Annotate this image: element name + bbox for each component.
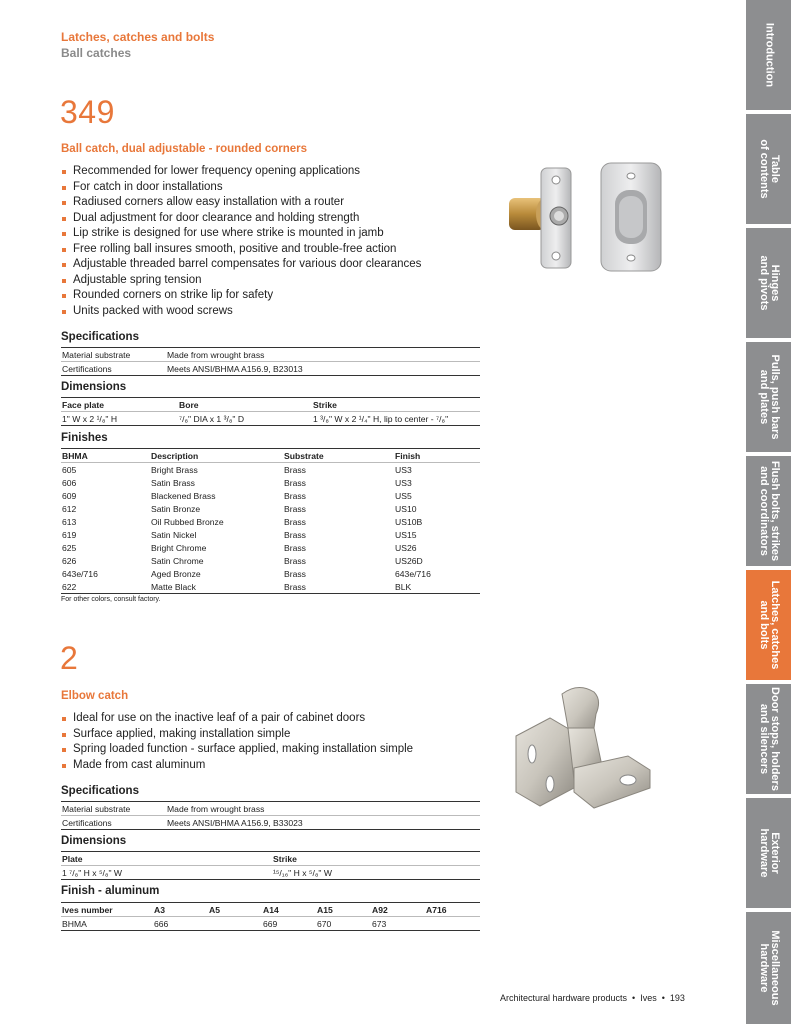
table-row [61,528,480,541]
substrate-cell: Brass [284,555,306,566]
table-cell: 670 [316,917,371,931]
bhma-cell: 625 [62,542,77,553]
product-number: 2 [60,640,79,676]
bhma-cell: 605 [61,463,150,477]
description-cell: Bright Brass [150,463,283,477]
table-row [61,554,480,567]
feature-item: Made from cast aluminum [61,758,491,774]
description-cell: Matte Black [150,580,283,594]
table-row [61,541,480,554]
finish-table [61,902,480,931]
spec-value: Made from wrought brass [166,802,480,816]
bhma-cell: 643e/716 [62,568,98,579]
feature-item: Spring loaded function - surface applied, making installation simple [61,742,491,758]
column-header: Substrate [283,449,394,463]
bhma-cell: 613 [62,516,77,527]
feature-list [61,164,491,319]
table-cell: 666 [153,917,208,931]
description-cell: Bright Chrome [151,542,207,553]
tab-flush-bolts[interactable] [746,456,791,566]
table-row [61,866,480,880]
feature-item: Surface applied, making installation simple [61,727,491,743]
feature-item: Lip strike is designed for use where strike is mounted in jamb [61,226,491,242]
substrate-cell: Brass [284,516,306,527]
feature-item: Adjustable spring tension [61,273,491,289]
substrate-cell: Brass [283,580,394,594]
column-header: Strike [272,852,480,866]
table-row [61,348,480,362]
substrate-cell: Brass [284,568,306,579]
finishes-table [61,448,480,594]
finish-cell: US26 [395,542,417,553]
finishes-note: For other colors, consult factory. [61,596,161,603]
finish-heading: Finish - aluminum [61,885,160,897]
table-cell: 673 [371,917,425,931]
finish-cell: US5 [395,490,412,501]
finish-cell: US15 [395,529,417,540]
dimension-value: 1 ⁷/₈" H x ⁵/₈" W [61,866,272,880]
feature-item: Units packed with wood screws [61,304,491,320]
description-cell: Oil Rubbed Bronze [151,516,224,527]
column-header: A5 [208,903,262,917]
section-category: Latches, catches and bolts [61,30,215,44]
tab-label: Flush bolts, strikes and coordinators [757,460,781,562]
tab-miscellaneous-hardware[interactable] [746,912,791,1024]
tab-door-stops[interactable] [746,684,791,794]
description-cell: Aged Bronze [151,568,201,579]
finish-cell: US3 [394,463,480,477]
table-row [61,567,480,580]
table-row [61,802,480,816]
column-header: Strike [312,398,480,412]
tab-table-of-contents[interactable] [746,114,791,224]
tab-introduction[interactable] [746,0,791,110]
table-row [61,515,480,528]
tab-label: Introduction [763,22,775,88]
column-header: Bore [178,398,312,412]
bhma-cell: 626 [62,555,77,566]
finish-cell: US10B [395,516,423,527]
finish-cell: BLK [394,580,480,594]
finish-cell: US10 [395,503,417,514]
substrate-cell: Brass [284,542,306,553]
feature-item: Adjustable threaded barrel compensates for various door clearances [61,257,491,273]
tab-label: Pulls, push bars and plates [757,354,781,440]
dimension-value: ⁷/₈" DIA x 1 ³/₈" D [178,412,312,426]
tab-label: Table of contents [757,139,781,199]
table-cell: 669 [262,917,316,931]
substrate-cell: Brass [284,529,306,540]
finish-cell: 643e/716 [395,568,431,579]
column-header: Finish [394,449,480,463]
finishes-heading: Finishes [61,432,108,444]
description-cell: Blackened Brass [151,490,216,501]
description-cell: Satin Chrome [151,555,204,566]
feature-item: Radiused corners allow easy installation with a router [61,195,491,211]
tab-hinges-and-pivots[interactable] [746,228,791,338]
table-row [61,476,480,489]
table-row [61,816,480,830]
dimension-value: ¹⁵/₁₆" H x ⁵/₈" W [272,866,480,880]
bhma-cell: 606 [62,477,77,488]
tab-exterior-hardware[interactable] [746,798,791,908]
table-row [61,580,480,594]
tab-label: Hinges and pivots [757,255,781,311]
specifications-table [61,347,480,376]
column-header: A14 [262,903,316,917]
specifications-heading: Specifications [61,785,139,797]
tab-label: Latches, catches and bolts [757,580,781,670]
feature-item: Ideal for use on the inactive leaf of a pair of cabinet doors [61,711,491,727]
spec-label: Material substrate [61,802,166,816]
table-row [61,412,480,426]
column-header: A3 [153,903,208,917]
dimension-value: 1" W x 2 ¹/₈" H [61,412,178,426]
substrate-cell: Brass [284,490,306,501]
table-row [61,362,480,376]
feature-item: For catch in door installations [61,180,491,196]
dimensions-table [61,851,480,880]
specifications-table [61,801,480,830]
bhma-cell: 609 [62,490,77,501]
feature-item: Recommended for lower frequency opening applications [61,164,491,180]
table-header-row [61,852,480,866]
elbow-catch-image [510,684,660,824]
tab-label: Door stops, holders and silencers [757,687,781,791]
spec-value: Meets ANSI/BHMA A156.9, B23013 [166,362,480,376]
column-header: BHMA [61,449,150,463]
table-cell [208,917,262,931]
tab-label: Exterior hardware [757,828,781,878]
finish-cell: US3 [395,477,412,488]
spec-value: Meets ANSI/BHMA A156.9, B33023 [166,816,480,830]
bhma-cell: 622 [61,580,150,594]
feature-item: Rounded corners on strike lip for safety [61,288,491,304]
dimension-value: 1 ³/₈" W x 2 ¹/₄" H, lip to center - ⁷/₈" [312,412,480,426]
finish-cell: US26D [395,555,423,566]
specifications-heading: Specifications [61,331,139,343]
table-row [61,917,480,931]
tab-pulls-push-bars[interactable] [746,342,791,452]
column-header: A716 [425,903,480,917]
table-header-row [61,903,480,917]
spec-label: Certifications [61,362,166,376]
ball-catch-image [505,160,665,275]
section-subcategory: Ball catches [61,46,132,60]
bhma-cell: 619 [62,529,77,540]
product-title: Elbow catch [61,690,129,702]
page-footer: Architectural hardware products • Ives • 193 [500,993,685,1003]
spec-label: Certifications [61,816,166,830]
substrate-cell: Brass [284,477,306,488]
product-title: Ball catch, dual adjustable - rounded corners [61,143,308,155]
feature-item: Free rolling ball insures smooth, positive and trouble-free action [61,242,491,258]
table-row [61,489,480,502]
dimensions-heading: Dimensions [61,381,127,393]
table-row [61,502,480,515]
tab-latches-catches-bolts[interactable] [746,570,791,680]
spec-label: Material substrate [61,348,166,362]
table-cell: BHMA [61,917,153,931]
description-cell: Satin Brass [151,477,195,488]
table-row [61,463,480,477]
column-header: Plate [61,852,272,866]
substrate-cell: Brass [283,463,394,477]
column-header: Face plate [61,398,178,412]
dimensions-table [61,397,480,426]
spec-value: Made from wrought brass [166,348,480,362]
description-cell: Satin Nickel [151,529,197,540]
column-header: Description [150,449,283,463]
table-header-row [61,449,480,463]
column-header: Ives number [61,903,153,917]
product-number: 349 [60,94,115,130]
table-header-row [61,398,480,412]
column-header: A92 [371,903,425,917]
substrate-cell: Brass [284,503,306,514]
dimensions-heading: Dimensions [61,835,127,847]
description-cell: Satin Bronze [151,503,201,514]
column-header: A15 [316,903,371,917]
bhma-cell: 612 [62,503,77,514]
tab-label: Miscellaneous hardware [757,930,781,1006]
feature-item: Dual adjustment for door clearance and holding strength [61,211,491,227]
table-cell [425,917,480,931]
feature-list [61,711,491,773]
